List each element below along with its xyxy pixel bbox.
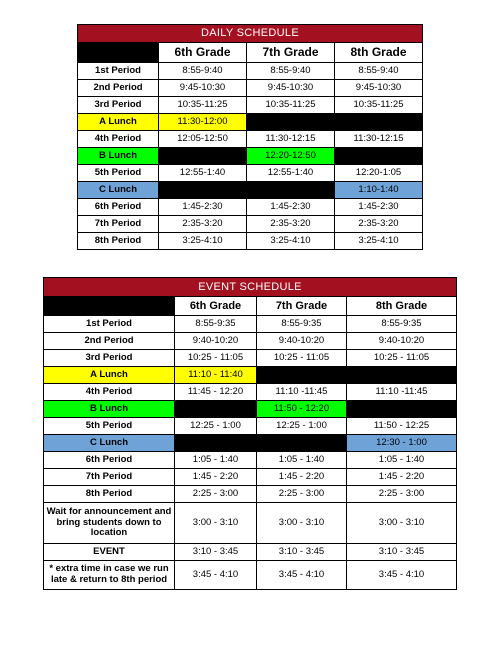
period-label: 2nd Period xyxy=(78,80,159,97)
time-cell: 10:35-11:25 xyxy=(335,97,423,114)
b-lunch-time-cell: 12:20-12:50 xyxy=(247,148,335,165)
time-cell: 8:55-9:40 xyxy=(159,63,247,80)
grade-header-8th: 8th Grade xyxy=(335,43,423,63)
time-cell: 3:00 - 3:10 xyxy=(257,503,347,544)
time-cell: 2:25 - 3:00 xyxy=(257,486,347,503)
table-row xyxy=(44,316,457,333)
c-lunch-label: C Lunch xyxy=(78,182,159,199)
time-cell: 2:35-3:20 xyxy=(247,216,335,233)
period-label: 8th Period xyxy=(44,486,175,503)
b-lunch-time-cell: 11:50 - 12:20 xyxy=(257,401,347,418)
corner-cell xyxy=(78,43,159,63)
period-label: 4th Period xyxy=(44,384,175,401)
time-cell: 1:05 - 1:40 xyxy=(347,452,457,469)
time-cell: 2:25 - 3:00 xyxy=(175,486,257,503)
time-cell: 9:40-10:20 xyxy=(175,333,257,350)
period-label: 7th Period xyxy=(44,469,175,486)
event-schedule-title: EVENT SCHEDULE xyxy=(44,278,457,297)
time-cell: 9:45-10:30 xyxy=(159,80,247,97)
blackout-cell xyxy=(347,401,457,418)
time-cell: 9:45-10:30 xyxy=(335,80,423,97)
c-lunch-label: C Lunch xyxy=(44,435,175,452)
time-cell: 1:45-2:30 xyxy=(159,199,247,216)
a-lunch-time-cell: 11:30-12:00 xyxy=(159,114,247,131)
table-row-a-lunch xyxy=(44,367,457,384)
time-cell: 1:45-2:30 xyxy=(335,199,423,216)
grade-header-8th: 8th Grade xyxy=(347,297,457,316)
blackout-cell xyxy=(175,401,257,418)
time-cell: 3:45 - 4:10 xyxy=(175,561,257,590)
time-cell: 11:45 - 12:20 xyxy=(175,384,257,401)
grade-header-7th: 7th Grade xyxy=(257,297,347,316)
period-label: 5th Period xyxy=(78,165,159,182)
time-cell: 8:55-9:40 xyxy=(335,63,423,80)
time-cell: 1:45-2:30 xyxy=(247,199,335,216)
table-row xyxy=(44,350,457,367)
time-cell: 9:45-10:30 xyxy=(247,80,335,97)
blackout-cell xyxy=(159,182,335,199)
time-cell: 3:25-4:10 xyxy=(335,233,423,250)
table-row-c-lunch xyxy=(78,182,423,199)
table-row xyxy=(78,216,423,233)
table-row xyxy=(78,97,423,114)
time-cell: 3:00 - 3:10 xyxy=(347,503,457,544)
extra-time-note-label: * extra time in case we run late & return to 8th period xyxy=(44,561,175,590)
time-cell: 2:25 - 3:00 xyxy=(347,486,457,503)
table-row xyxy=(44,384,457,401)
time-cell: 3:45 - 4:10 xyxy=(257,561,347,590)
table-row-b-lunch xyxy=(78,148,423,165)
grade-header-6th: 6th Grade xyxy=(159,43,247,63)
time-cell: 11:10 -11:45 xyxy=(257,384,347,401)
period-label: 6th Period xyxy=(44,452,175,469)
period-label: 6th Period xyxy=(78,199,159,216)
a-lunch-label: A Lunch xyxy=(44,367,175,384)
table-row-b-lunch xyxy=(44,401,457,418)
table-row xyxy=(44,418,457,435)
b-lunch-label: B Lunch xyxy=(78,148,159,165)
blackout-cell xyxy=(159,148,247,165)
time-cell: 10:35-11:25 xyxy=(247,97,335,114)
a-lunch-label: A Lunch xyxy=(78,114,159,131)
time-cell: 11:30-12:15 xyxy=(247,131,335,148)
table-row xyxy=(44,469,457,486)
time-cell: 3:00 - 3:10 xyxy=(175,503,257,544)
time-cell: 10:35-11:25 xyxy=(159,97,247,114)
time-cell: 12:55-1:40 xyxy=(247,165,335,182)
table-row-a-lunch xyxy=(78,114,423,131)
time-cell: 3:10 - 3:45 xyxy=(347,544,457,561)
time-cell: 3:25-4:10 xyxy=(247,233,335,250)
c-lunch-time-cell: 12:30 - 1:00 xyxy=(347,435,457,452)
period-label: 1st Period xyxy=(78,63,159,80)
time-cell: 3:25-4:10 xyxy=(159,233,247,250)
time-cell: 11:30-12:15 xyxy=(335,131,423,148)
daily-schedule-table xyxy=(77,24,423,250)
time-cell: 2:35-3:20 xyxy=(159,216,247,233)
table-row xyxy=(44,544,457,561)
time-cell: 10:25 - 11:05 xyxy=(257,350,347,367)
time-cell: 11:10 -11:45 xyxy=(347,384,457,401)
time-cell: 8:55-9:35 xyxy=(175,316,257,333)
time-cell: 11:50 - 12:25 xyxy=(347,418,457,435)
table-row xyxy=(78,233,423,250)
grade-header-7th: 7th Grade xyxy=(247,43,335,63)
time-cell: 3:10 - 3:45 xyxy=(175,544,257,561)
wait-announcement-label: Wait for announcement and bring students down to location xyxy=(44,503,175,544)
time-cell: 2:35-3:20 xyxy=(335,216,423,233)
time-cell: 12:25 - 1:00 xyxy=(175,418,257,435)
table-row xyxy=(78,199,423,216)
table-row xyxy=(44,486,457,503)
time-cell: 1:05 - 1:40 xyxy=(175,452,257,469)
time-cell: 10:25 - 11:05 xyxy=(347,350,457,367)
table-row xyxy=(78,165,423,182)
period-label: 2nd Period xyxy=(44,333,175,350)
time-cell: 3:45 - 4:10 xyxy=(347,561,457,590)
time-cell: 1:45 - 2:20 xyxy=(257,469,347,486)
period-label: 7th Period xyxy=(78,216,159,233)
c-lunch-time-cell: 1:10-1:40 xyxy=(335,182,423,199)
period-label: 3rd Period xyxy=(44,350,175,367)
time-cell: 9:40-10:20 xyxy=(257,333,347,350)
time-cell: 1:45 - 2:20 xyxy=(347,469,457,486)
event-schedule-table xyxy=(43,277,457,590)
time-cell: 12:20-1:05 xyxy=(335,165,423,182)
time-cell: 8:55-9:35 xyxy=(257,316,347,333)
table-row-c-lunch xyxy=(44,435,457,452)
blackout-cell xyxy=(257,367,457,384)
table-row xyxy=(44,333,457,350)
time-cell: 1:05 - 1:40 xyxy=(257,452,347,469)
time-cell: 8:55-9:35 xyxy=(347,316,457,333)
period-label: 1st Period xyxy=(44,316,175,333)
table-row xyxy=(44,561,457,590)
table-row xyxy=(78,80,423,97)
blackout-cell xyxy=(175,435,347,452)
blackout-cell xyxy=(247,114,423,131)
time-cell: 8:55-9:40 xyxy=(247,63,335,80)
table-row xyxy=(78,131,423,148)
period-label: 8th Period xyxy=(78,233,159,250)
blackout-cell xyxy=(335,148,423,165)
table-row xyxy=(44,503,457,544)
b-lunch-label: B Lunch xyxy=(44,401,175,418)
corner-cell xyxy=(44,297,175,316)
daily-schedule-title: DAILY SCHEDULE xyxy=(78,25,423,43)
period-label: 5th Period xyxy=(44,418,175,435)
period-label: 3rd Period xyxy=(78,97,159,114)
period-label: 4th Period xyxy=(78,131,159,148)
table-row xyxy=(78,63,423,80)
time-cell: 12:05-12:50 xyxy=(159,131,247,148)
time-cell: 9:40-10:20 xyxy=(347,333,457,350)
time-cell: 3:10 - 3:45 xyxy=(257,544,347,561)
table-row xyxy=(44,452,457,469)
event-label: EVENT xyxy=(44,544,175,561)
time-cell: 12:25 - 1:00 xyxy=(257,418,347,435)
a-lunch-time-cell: 11:10 - 11:40 xyxy=(175,367,257,384)
time-cell: 12:55-1:40 xyxy=(159,165,247,182)
grade-header-6th: 6th Grade xyxy=(175,297,257,316)
time-cell: 1:45 - 2:20 xyxy=(175,469,257,486)
time-cell: 10:25 - 11:05 xyxy=(175,350,257,367)
